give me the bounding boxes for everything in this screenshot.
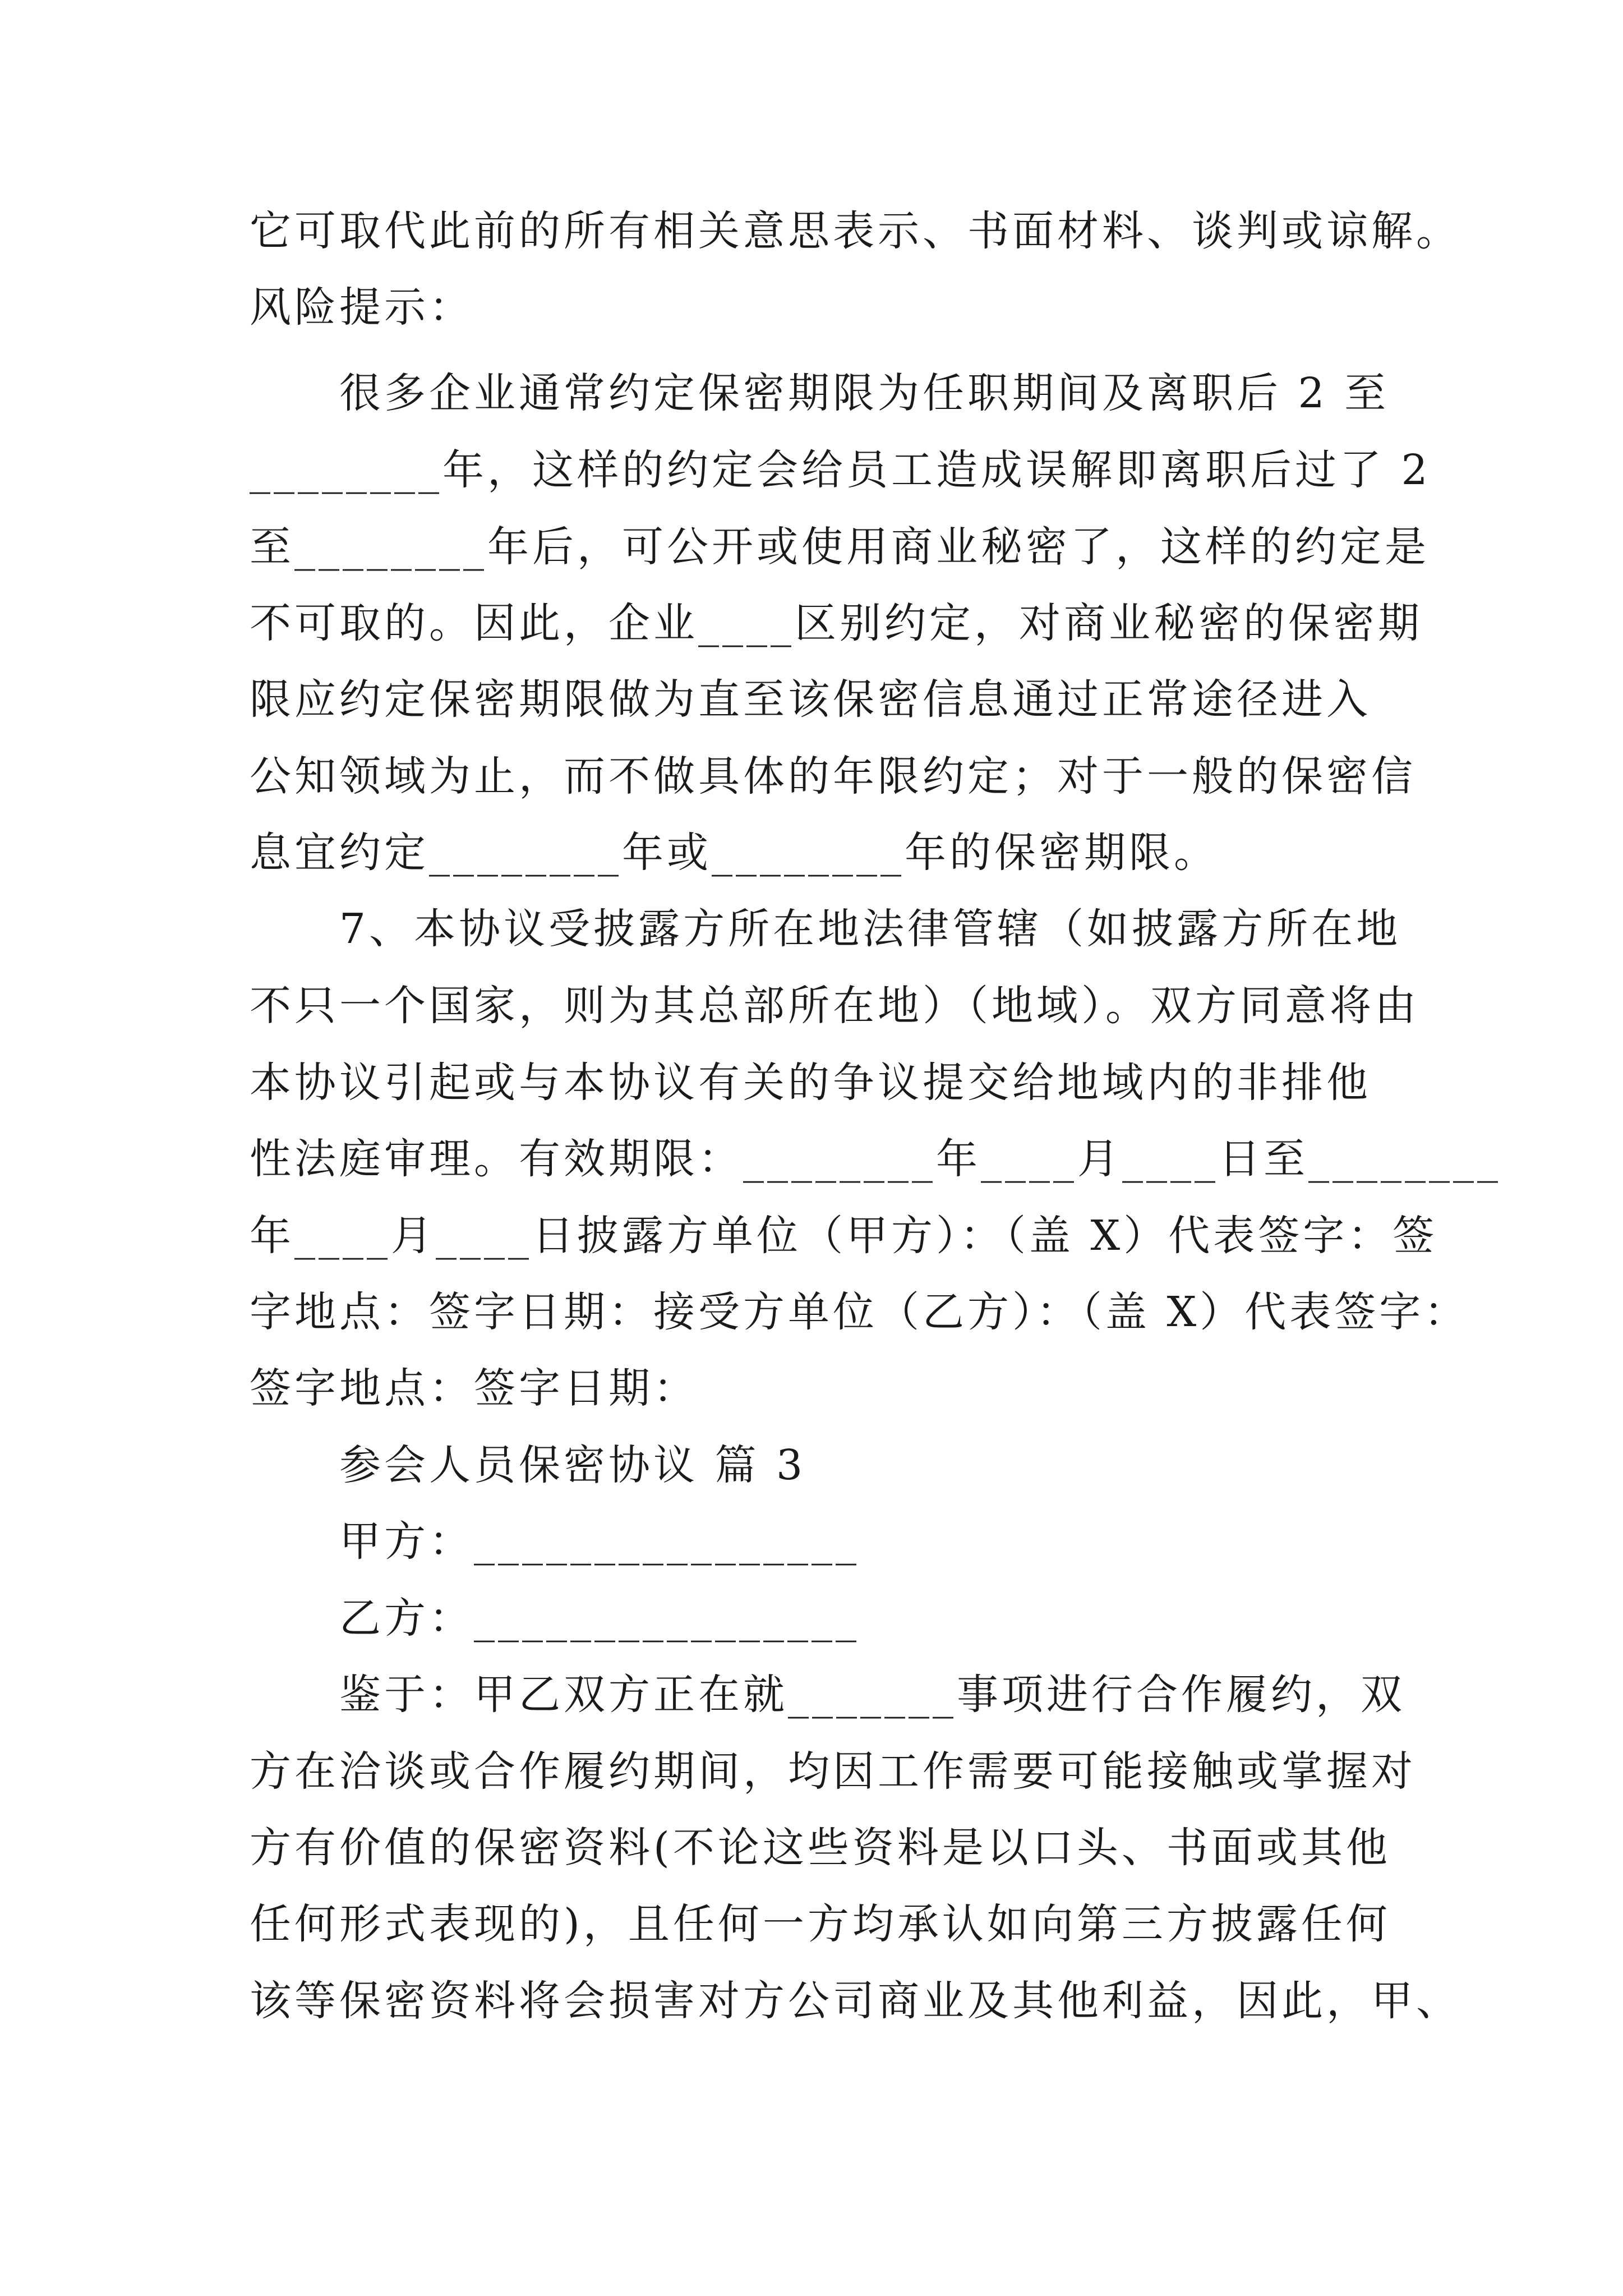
text-line: 息宜约定________年或________年的保密期限。 [250,829,1219,877]
text-line: 年____月____日披露方单位（甲方）：（盖 X）代表签字：签 [250,1212,1438,1260]
text-line: ________年，这样的约定会给员工造成误解即离职后过了 2 [250,446,1431,494]
text-line: 字地点：签字日期：接受方单位（乙方）：（盖 X）代表签字： [250,1288,1469,1336]
section-heading: 参会人员保密协议 篇 3 [339,1441,806,1489]
text-line: 风险提示： [250,283,474,332]
text-line: 性法庭审理。有效期限：________年____月____日至________ [250,1135,1501,1183]
text-line: 本协议引起或与本协议有关的争议提交给地域内的非排他 [250,1059,1371,1107]
text-line: 限应约定保密期限做为直至该保密信息通过正常途径进入 [250,675,1371,724]
text-line: 鉴于：甲乙双方正在就_______事项进行合作履约，双 [339,1671,1405,1719]
text-line: 方有价值的保密资料(不论这些资料是以口头、书面或其他 [250,1824,1391,1872]
text-line: 公知领域为止，而不做具体的年限约定；对于一般的保密信 [250,752,1416,800]
party-a-line: 甲方：________________ [339,1517,860,1566]
text-line: 签字地点：签字日期： [250,1364,698,1412]
text-line: 它可取代此前的所有相关意思表示、书面材料、谈判或谅解。 [250,207,1461,255]
text-line: 很多企业通常约定保密期限为任职期间及离职后 2 至 [339,369,1390,417]
party-b-line: 乙方：________________ [339,1594,860,1642]
text-line: 不可取的。因此，企业____区别约定，对商业秘密的保密期 [250,599,1423,647]
text-line: 方在洽谈或合作履约期间，均因工作需要可能接触或掌握对 [250,1747,1416,1796]
text-line: 不只一个国家，则为其总部所在地）（地域）。双方同意将由 [250,982,1419,1030]
text-line: 任何形式表现的)，且任何一方均承认如向第三方披露任何 [250,1900,1391,1948]
text-line: 7、本协议受披露方所在地法律管辖（如披露方所在地 [339,905,1401,953]
text-line: 至________年后，可公开或使用商业秘密了，这样的约定是 [250,523,1430,571]
text-line: 该等保密资料将会损害对方公司商业及其他利益，因此，甲、 [250,1977,1461,2025]
